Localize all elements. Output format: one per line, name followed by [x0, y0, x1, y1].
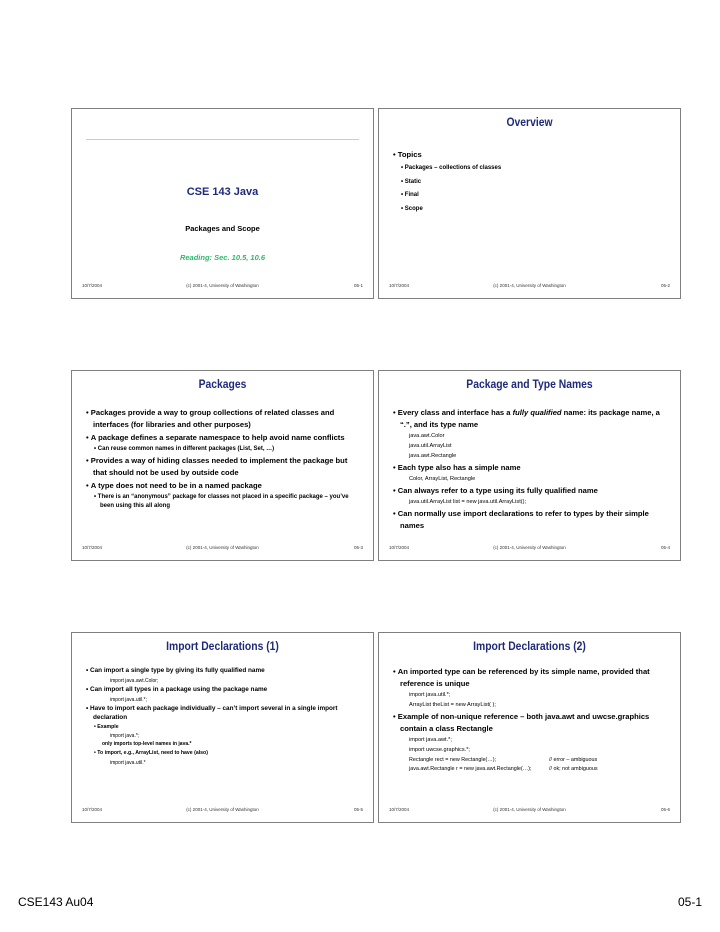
note: only imports top-level names in java.* — [102, 741, 192, 747]
code-line: import java.awt.Color; — [110, 678, 159, 684]
text: name: its package name, a “.”, and its type name — [400, 408, 660, 429]
bullet: • Can import a single type by giving its fully qualified name — [86, 666, 363, 676]
slide-import-declarations-2 — [378, 632, 681, 823]
bullet: • Topics — [393, 149, 670, 161]
footer-copyright: (c) 2001-4, University of Washington — [493, 545, 566, 550]
footer-date: 10/7/2004 — [82, 283, 103, 288]
slide-footer — [389, 545, 670, 553]
footer-copyright: (c) 2001-4, University of Washington — [493, 283, 566, 288]
slide-content — [86, 407, 363, 512]
footer-copyright: (c) 2001-4, University of Washington — [186, 545, 259, 550]
slide-title — [71, 108, 374, 299]
cover-title: CSE 143 Java — [186, 186, 259, 198]
code-line: java.awt.Rectangle — [409, 453, 457, 459]
slide-number: 05-6 — [660, 807, 670, 812]
code-line: import java.*; — [110, 733, 140, 739]
sub-bullet: • Can reuse common names in different packages (List, Set, …) — [86, 445, 363, 454]
bullet: • Packages provide a way to group collections of related classes and interfaces (for libraries and other purposes) — [86, 407, 363, 431]
code-row — [393, 765, 670, 774]
bullet: • Provides a way of hiding classes needed to implement the package but that should not be used by outside code — [86, 455, 363, 479]
slide-content — [86, 666, 363, 767]
sub-bullet: • Example — [86, 723, 363, 731]
footer-date: 10/7/2004 — [82, 807, 103, 812]
slide-title: Overview — [506, 117, 553, 129]
sub-bullet: • There is an “anonymous” package for classes not placed in a specific package – you’ve been using this all along — [86, 493, 363, 511]
code-row — [393, 756, 670, 765]
code-line: ArrayList theList = new ArrayList( ); — [409, 702, 496, 708]
text: Every class and interface has a — [397, 408, 513, 417]
emphasis: fully qualified — [512, 408, 562, 417]
sub-bullet: • To import, e.g., ArrayList, need to have (also) — [86, 749, 363, 758]
slide-import-declarations-1 — [71, 632, 374, 823]
footer-date: 10/7/2004 — [389, 545, 410, 550]
code-line: import java.util.*; — [110, 697, 147, 703]
code-line: java.awt.Color — [409, 433, 445, 439]
code-line: import java.awt.*; — [409, 737, 452, 743]
code-comment: // error – ambiguous — [549, 757, 598, 763]
bullet — [393, 407, 670, 431]
code-line: Color, ArrayList, Rectangle — [409, 476, 476, 482]
footer-copyright: (c) 2001-4, University of Washington — [186, 807, 259, 812]
slide-package-type-names — [378, 370, 681, 561]
reading-assignment: Reading: Sec. 10.5, 10.6 — [179, 253, 266, 262]
code-statement: java.awt.Rectangle r = new java.awt.Rectangle(…); — [409, 766, 532, 772]
slide-packages — [71, 370, 374, 561]
bullet: • Can always refer to a type using its fully qualified name — [393, 485, 670, 497]
footer-date: 10/7/2004 — [82, 545, 103, 550]
code-statement: Rectangle rect = new Rectangle(…); — [409, 757, 497, 763]
sub-bullet: • Scope — [393, 203, 670, 216]
bullet: • Can import all types in a package using the package name — [86, 685, 363, 695]
code-line: import java.util.* — [110, 760, 146, 766]
slide-footer — [389, 807, 670, 815]
bullet: • A package defines a separate namespace to help avoid name conflicts — [86, 432, 363, 444]
sub-bullet: • Packages – collections of classes — [393, 162, 670, 175]
code-line: java.util.ArrayList list = new java.util.ArrayList(); — [409, 499, 527, 505]
slide-title: Import Declarations (1) — [166, 641, 279, 653]
slide-title: Import Declarations (2) — [473, 641, 586, 653]
footer-date: 10/7/2004 — [389, 283, 410, 288]
slide-footer — [82, 545, 363, 553]
slide-number: 05-5 — [353, 807, 363, 812]
divider — [86, 139, 359, 140]
cover-subtitle: Packages and Scope — [185, 224, 260, 233]
code-line: java.util.ArrayList — [409, 443, 452, 449]
slide-footer — [82, 283, 363, 291]
slide-content — [393, 149, 670, 216]
bullet: • Have to import each package individually – can’t import several in a single import declaration — [86, 704, 363, 722]
slide-number: 05-3 — [353, 545, 363, 550]
slide-footer — [82, 807, 363, 815]
slide-title: Packages — [198, 379, 247, 391]
code-line: import uwcse.graphics.*; — [409, 747, 470, 753]
slide-title: Package and Type Names — [466, 379, 593, 391]
slide-content — [393, 407, 670, 533]
slide-overview — [378, 108, 681, 299]
bullet: • Can normally use import declarations to refer to types by their simple names — [393, 508, 670, 532]
code-comment: // ok; not ambiguous — [549, 766, 598, 772]
bullet: • Example of non-unique reference – both java.awt and uwcse.graphics contain a class Rectangle — [393, 711, 670, 735]
page-course-label: CSE143 Au04 — [18, 895, 94, 909]
slide-number: 05-4 — [660, 545, 670, 550]
slide-footer — [389, 283, 670, 291]
page-number: 05-1 — [677, 895, 702, 909]
code-line: import java.util.*; — [409, 692, 451, 698]
bullet: • A type does not need to be in a named package — [86, 480, 363, 492]
slide-number: 05-2 — [660, 283, 670, 288]
bullet: • Each type also has a simple name — [393, 462, 670, 474]
footer-copyright: (c) 2001-4, University of Washington — [493, 807, 566, 812]
sub-bullet: • Final — [393, 189, 670, 202]
sub-bullet: • Static — [393, 176, 670, 189]
bullet: • An imported type can be referenced by its simple name, provided that reference is unique — [393, 666, 670, 690]
footer-copyright: (c) 2001-4, University of Washington — [186, 283, 259, 288]
slide-number: 05-1 — [353, 283, 363, 288]
slide-content — [393, 666, 670, 774]
footer-date: 10/7/2004 — [389, 807, 410, 812]
